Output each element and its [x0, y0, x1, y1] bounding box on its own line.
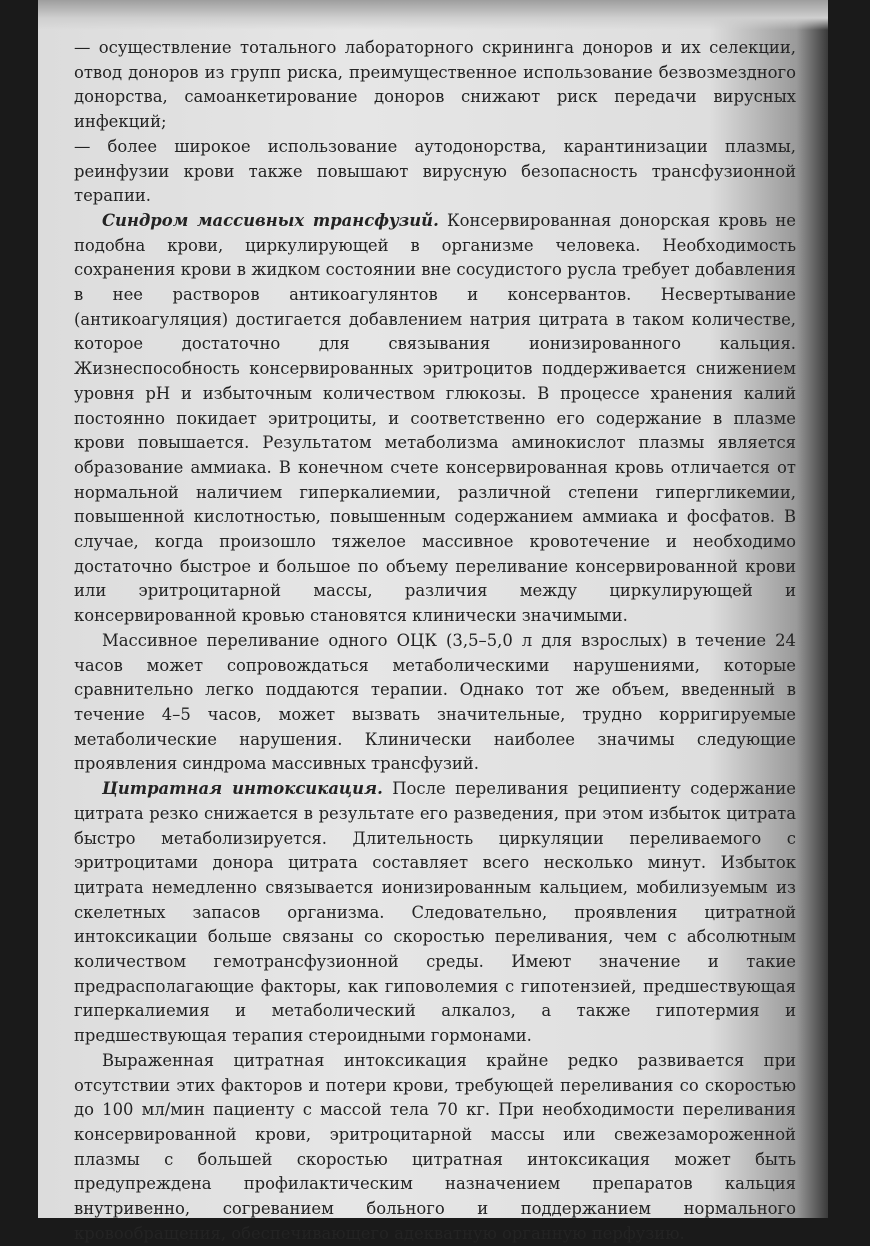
paragraph-text: — осуществление тотального лабораторного скрининга доноров и их селекции, отвод доноров из групп риска, преимущественное использование безвозмездного донорства, самоанкетирование доноров снижают риск передачи вирусных инфекций; [74, 38, 796, 132]
paragraph-text: После переливания реципиенту содержание цитрата резко снижается в результате его разведения, при этом избыток цитрата быстро метаболизируется. Длительность циркуляции переливаемого с эритроцитами донора цитрата составляет всего несколько минут. Избыток цитрата немедленно связывается ионизированным кальцием, мобилизуемым из скелетных запасов организма. Следовательно, проявления цитратной интоксикации больше связаны со скоростью переливания, чем с абсолютным количеством гемотрансфузионной среды. Имеют значение и такие предрасполагающие факторы, как гиповолемия с гипотензией, предшествующая гиперкалиемия и метаболический алкалоз, а также гипотермия и предшествующая терапия стероидными гормонами. [74, 779, 796, 1046]
paragraph-text: Выраженная цитратная интоксикация крайне редко развивается при отсутствии этих факторов и потери крови, требующей переливания со скоростью до 100 мл/мин пациенту с массой тела 70 кг. При необходимости переливания консервированной крови, эритроцитарной массы или свежезамороженной плазмы с большей скоростью цитратная интоксикация может быть предупреждена профилактическим назначением препаратов кальция внутривенно, согреванием больного и поддержанием нормального кровообращения, обеспечивающего адекватную органную перфузию. [74, 1050, 796, 1243]
paragraph-massive-transfusion [74, 209, 796, 629]
paragraph-citrate-prevention [74, 1049, 796, 1246]
paragraph-text: Массивное переливание одного ОЦК (3,5–5,0 л для взрослых) в течение 24 часов может сопровождаться метаболическими нарушениями, которые сравнительно легко поддаются терапии. Однако тот же объем, введенный в течение 4–5 часов, может вызвать значительные, трудно корригируемые метаболические нарушения. Клинически наиболее значимы следующие проявления синдрома массивных трансфузий. [74, 630, 796, 774]
section-heading: Синдром массивных трансфузий. [102, 210, 439, 230]
paragraph-text: — более широкое использование аутодонорства, карантинизации плазмы, реинфузии крови также повышают вирусную безопасность трансфузионной терапии. [74, 136, 796, 206]
section-heading: Цитратная интоксикация. [102, 779, 383, 799]
page-body [74, 36, 796, 1246]
paragraph-volume [74, 629, 796, 777]
scanned-page [38, 0, 828, 1243]
paragraph-screening [74, 36, 796, 135]
page-edge-shadow [38, 0, 828, 30]
paragraph-citrate-intoxication [74, 777, 796, 1049]
paragraph-text: Консервированная донорская кровь не подобна крови, циркулирующей в организме человека. Необходимость сохранения крови в жидком состоянии вне сосудистого русла требует добавления в нее растворов антикоагулянтов и консервантов. Несвертывание (антикоагуляция) достигается добавлением натрия цитрата в таком количестве, которое достаточно для связывания ионизированного кальция. Жизнеспособность консервированных эритроцитов поддерживается снижением уровня рН и избыточным количеством глюкозы. В процессе хранения калий постоянно покидает эритроциты, и соответственно его содержание в плазме крови повышается. Результатом метаболизма аминокислот плазмы является образование аммиака. В конечном счете консервированная кровь отличается от нормальной наличием гиперкалиемии, различной степени гипергликемии, повышенной кислотностью, повышенным содержанием аммиака и фосфатов. В случае, когда произошло тяжелое массивное кровотечение и необходимо достаточно быстрое и большое по объему переливание консервированной крови или эритроцитарной массы, различия между циркулирующей и консервированной кровью становятся клинически значимыми. [74, 210, 796, 626]
paragraph-autodonation [74, 135, 796, 209]
